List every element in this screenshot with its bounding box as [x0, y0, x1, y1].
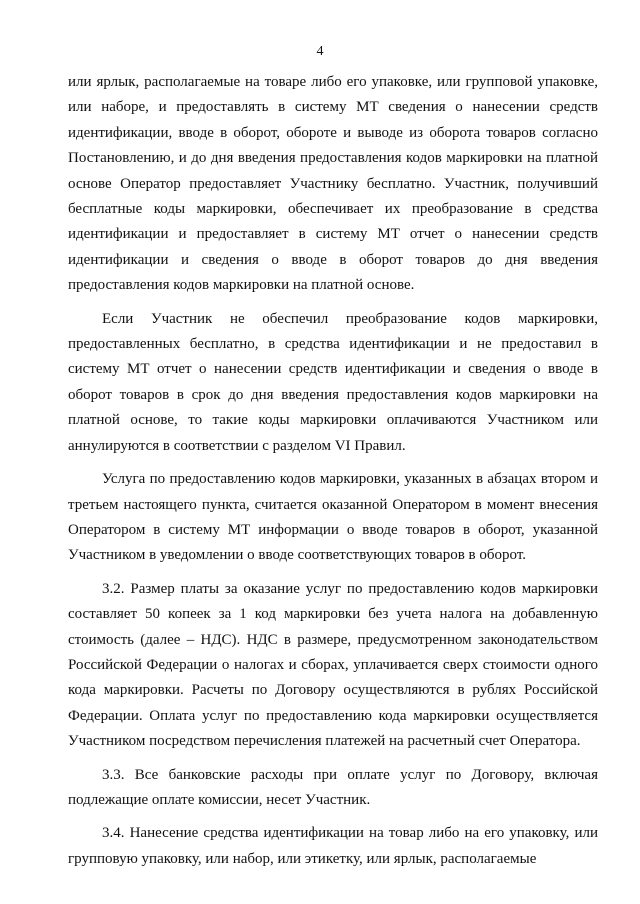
- paragraph-3-2-fee: 3.2. Размер платы за оказание услуг по предоставлению кодов маркировки составляет 50 копеек за 1 код маркировки без учета налога на добавленную стоимость (далее – НДС). НДС в размере, предусмотренном законодательством Российской Федерации о налогах и сборах, уплачивается сверх стоимости одного кода маркировки. Расчеты по Договору осуществляются в рублях Российской Федерации. Оплата услуг по предоставлению кода маркировки осуществляется Участником посредством перечисления платежей на расчетный счет Оператора.: [68, 580, 598, 750]
- page-number: 4: [316, 44, 324, 59]
- document-body: [68, 70, 598, 873]
- paragraph-3-4-application: 3.4. Нанесение средства идентификации на товар либо на его упаковку, или групповую упаковку, или набор, или этикетку, или ярлык, располагаемые: [68, 825, 598, 867]
- paragraph-service-rendered: Услуга по предоставлению кодов маркировки, указанных в абзацах втором и третьем настоящего пункта, считается оказанной Оператором в момент внесения Оператором в систему МТ информации о вводе товаров в оборот, указанной Участником в уведомлении о вводе соответствующих товаров в оборот.: [68, 471, 598, 564]
- paragraph-continuation: или ярлык, располагаемые на товаре либо его упаковке, или групповой упаковке, или наборе, и предоставлять в систему МТ сведения о нанесении средств идентификации, вводе в оборот, обороте и выводе из оборота товаров согласно Постановлению, и до дня введения предоставления кодов маркировки на платной основе Оператор предоставляет Участнику бесплатно. Участник, получивший бесплатные коды маркировки, обеспечивает их преобразование в средства идентификации и предоставляет в систему МТ отчет о нанесении средств идентификации и сведения о вводе в оборот товаров до дня введения предоставления кодов маркировки на платной основе.: [68, 74, 598, 294]
- paragraph-unconverted-codes: Если Участник не обеспечил преобразование кодов маркировки, предоставленных бесплатно, в средства идентификации и не предоставил в систему МТ отчет о нанесении средств идентификации и сведения о вводе в оборот товаров в срок до дня введения предоставления кодов маркировки на платной основе, то такие коды маркировки оплачиваются Участником или аннулируются в соответствии с разделом VI Правил.: [68, 310, 598, 454]
- paragraph-3-3-bank-expenses: 3.3. Все банковские расходы при оплате услуг по Договору, включая подлежащие оплате комиссии, несет Участник.: [68, 766, 598, 808]
